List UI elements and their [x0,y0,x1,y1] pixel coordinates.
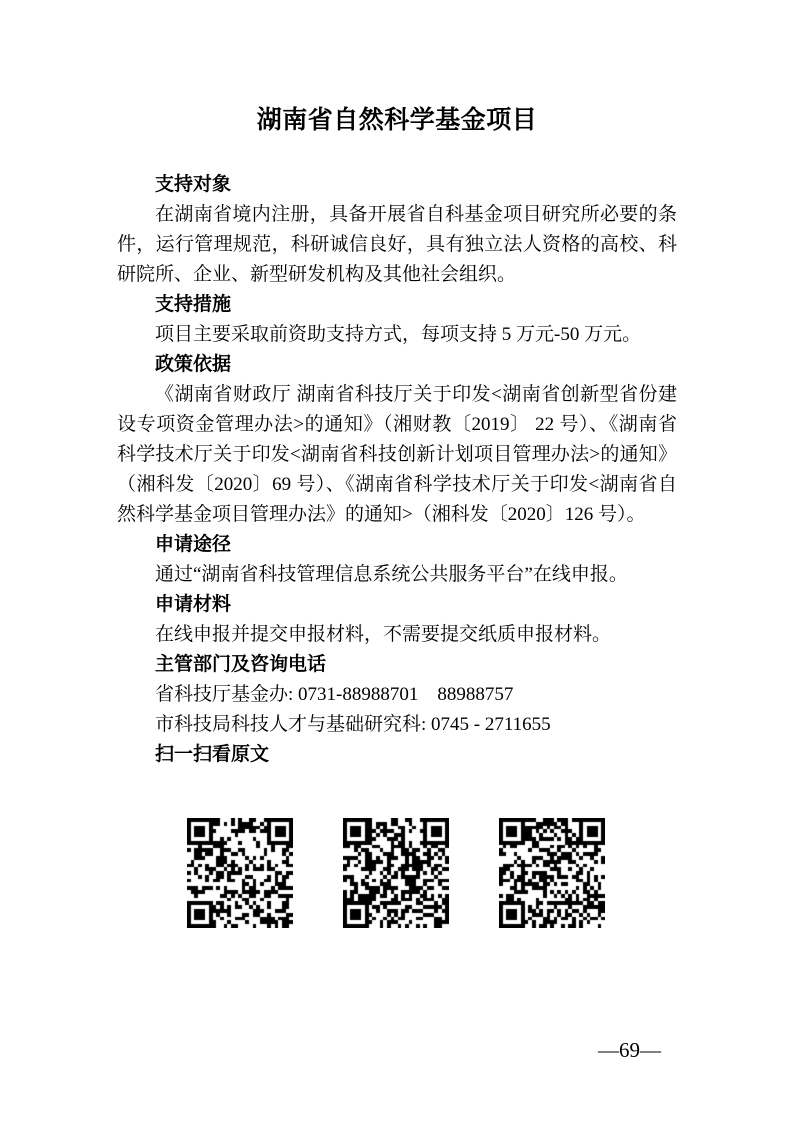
section-heading-application-channel: 申请途径 [155,534,232,555]
section-heading-contact-info: 主管部门及咨询电话 [155,654,327,675]
section-heading-support-measures: 支持措施 [155,294,232,315]
qr-code-2 [343,818,449,928]
section-heading-support-target: 支持对象 [155,174,232,195]
application-materials-paragraph: 在线申报并提交申报材料，不需要提交纸质申报材料。 [155,624,612,645]
document-content [117,170,677,928]
policy-basis-paragraph: 《湖南省财政厅 湖南省科技厅关于印发<湖南省创新型省份建设专项资金管理办法>的通知》（湘财教〔2019〕 22 号）、《湖南省科学技术厅关于印发<湖南省科技创新计划项目管理办法>的通知》（湘科发〔2020〕69 号）、《湖南省科学技术厅关于印发<湖南省自然科学基金项目管理办法》的通知>（湘科发〔2020〕126 号）。 [117,384,677,525]
section-heading-policy-basis: 政策依据 [155,354,232,375]
qr-code-1 [187,818,293,928]
contact-phone-provincial: 省科技厅基金办: 0731-88988701 88988757 [155,684,514,705]
section-heading-scan-original: 扫一扫看原文 [155,744,270,765]
contact-phone-municipal: 市科技局科技人才与基础研究科: 0745 - 2711655 [155,714,551,735]
support-measures-paragraph: 项目主要采取前资助支持方式，每项支持 5 万元-50 万元。 [155,324,642,345]
support-target-paragraph: 在湖南省境内注册，具备开展省自科基金项目研究所必要的条件，运行管理规范，科研诚信良好，具有独立法人资格的高校、科研院所、企业、新型研发机构及其他社会组织。 [117,204,677,285]
page-number: —69— [598,1038,661,1062]
document-title: 湖南省自然科学基金项目 [256,107,538,134]
section-heading-application-materials: 申请材料 [155,594,232,615]
application-channel-paragraph: 通过“湖南省科技管理信息系统公共服务平台”在线申报。 [155,564,628,585]
qr-code-3 [499,818,605,928]
qr-code-row [187,818,677,928]
